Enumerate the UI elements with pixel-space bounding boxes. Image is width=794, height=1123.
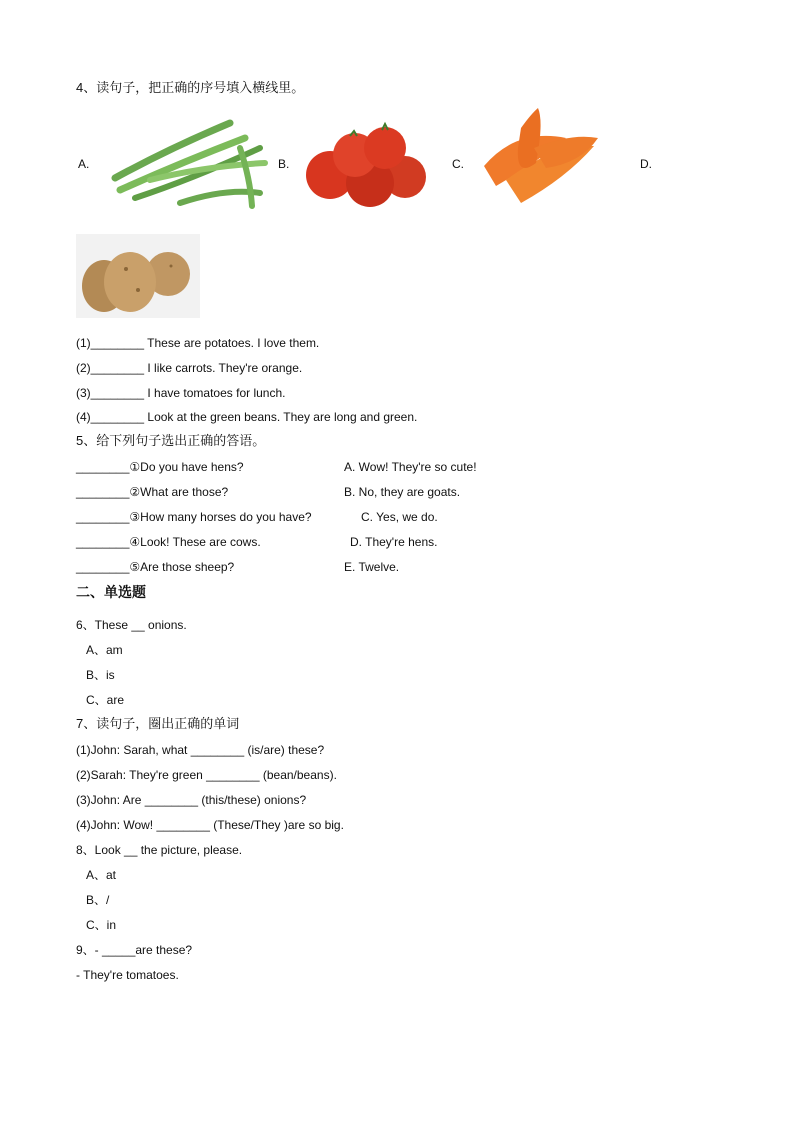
potatoes-image — [76, 234, 200, 318]
label-c: C. — [452, 157, 464, 171]
green-beans-image — [110, 118, 270, 210]
label-a: A. — [78, 157, 90, 171]
q5-right-c: C. Yes, we do. — [361, 510, 438, 524]
q7-title: 7、读句子，圈出正确的单词 — [76, 716, 240, 731]
tomatoes-image — [300, 120, 430, 208]
q8-option-b: B、/ — [86, 893, 110, 907]
q5-left-5: ________⑤Are those sheep? — [76, 560, 235, 574]
carrots-image — [476, 108, 606, 212]
q4-item-4: (4)________ Look at the green beans. They are long and green. — [76, 410, 418, 424]
section-heading-2: 二、单选题 — [76, 584, 146, 600]
q5-left-4: ________④Look! These are cows. — [76, 535, 261, 549]
q7-item-2: (2)Sarah: They're green ________ (bean/beans). — [76, 768, 337, 782]
q6-stem: 6、These __ onions. — [76, 618, 187, 632]
q7-item-4: (4)John: Wow! ________ (These/They )are so big. — [76, 818, 344, 832]
q5-right-b: B. No, they are goats. — [344, 485, 461, 499]
q6-option-b: B、is — [86, 668, 115, 682]
label-b: B. — [278, 157, 290, 171]
q5-right-d: D. They're hens. — [350, 535, 438, 549]
q6-option-a: A、am — [86, 643, 123, 657]
q5-title: 5、给下列句子选出正确的答语。 — [76, 433, 266, 448]
q4-item-3: (3)________ I have tomatoes for lunch. — [76, 386, 286, 400]
q7-item-1: (1)John: Sarah, what ________ (is/are) these? — [76, 743, 325, 757]
q5-right-a: A. Wow! They're so cute! — [344, 460, 477, 474]
q5-right-e: E. Twelve. — [344, 560, 400, 574]
q4-title: 4、读句子，把正确的序号填入横线里。 — [76, 80, 305, 95]
q8-stem: 8、Look __ the picture, please. — [76, 843, 243, 857]
q4-item-1: (1)________ These are potatoes. I love them. — [76, 336, 320, 350]
q6-option-c: C、are — [86, 693, 125, 707]
q5-left-1: ________①Do you have hens? — [76, 460, 244, 474]
q4-item-2: (2)________ I like carrots. They're orange. — [76, 361, 303, 375]
q7-item-3: (3)John: Are ________ (this/these) onions? — [76, 793, 307, 807]
q8-option-a: A、at — [86, 868, 117, 882]
q9-answer: - They're tomatoes. — [76, 968, 179, 982]
q9-stem: 9、- _____are these? — [76, 943, 193, 957]
q8-option-c: C、in — [86, 918, 117, 932]
q5-left-2: ________②What are those? — [76, 485, 229, 499]
q5-left-3: ________③How many horses do you have? — [76, 510, 312, 524]
label-d: D. — [640, 157, 652, 171]
